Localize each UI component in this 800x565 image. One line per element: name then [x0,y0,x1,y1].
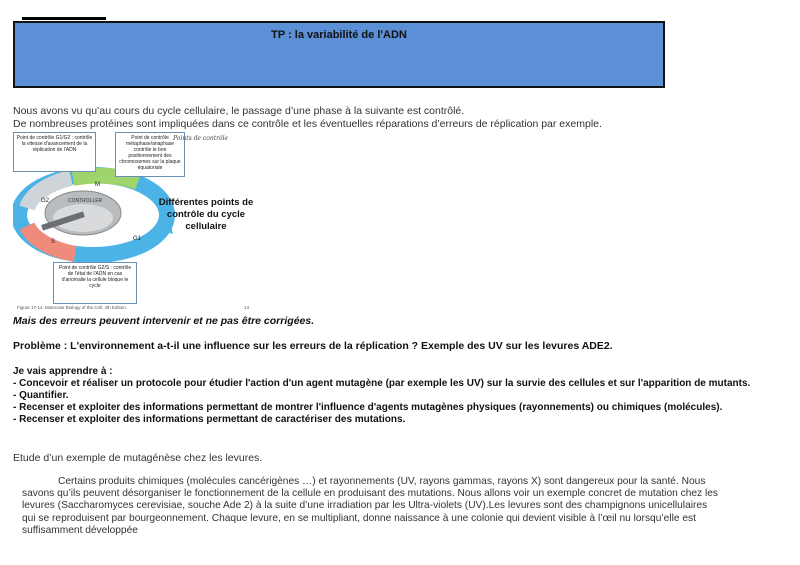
learning-item: - Recenser et exploiter des informations permettant de caractériser des mutations. [13,414,406,425]
callout-g2s: Point de contrôle G2/S : contrôle de l'état de l'ADN en cas d'anomalie la cellule bloque le cycle [53,262,137,304]
learning-item: - Recenser et exploiter des informations permettant de montrer l'influence d'agents mutagènes physiques (rayonnements) ou chimiques (molécules). [13,402,723,413]
figure-page-number: 14 [244,305,250,310]
figure-main-label: Différentes points de contrôle du cycle cellulaire [158,197,254,232]
points-de-controle-label: Points de contrôle [173,135,229,142]
callout-g1g2: Point de contrôle G1/G2 : contrôle la vitesse d'avancement de la réplication de l'ADN [13,132,96,172]
intro-line-2: De nombreuses protéines sont impliquées dans ce contrôle et les éventuelles réparations d’erreurs de réplication par exemple. [13,118,602,130]
problem-statement: Problème : L'environnement a-t-il une influence sur les erreurs de la réplication ? Exemple des UV sur les levures ADE2. [13,340,613,352]
learning-item: - Concevoir et réaliser un protocole pour étudier l'action d'un agent mutagène (par exemple les UV) sur la survie des cellules et sur l'apparition de mutants. [13,378,751,389]
title-banner [13,21,665,88]
errors-statement: Mais des erreurs peuvent intervenir et ne pas être corrigées. [13,315,315,327]
phase-s-label: S [51,239,56,245]
phase-m-label: M [95,182,100,188]
callout-metaphase: Point de contrôle métaphase/anaphase contrôle le bon positionnement des chromosomes sur la plaque équatoriale [115,132,185,177]
top-rule [22,17,106,20]
controller-inner [53,204,113,232]
body-paragraph: Certains produits chimiques (molécules cancérigènes …) et rayonnements (UV, rayons gammas, rayons X) sont dangereux pour la santé. Nous savons qu’ils peuvent désorganiser le fonctionnement de la cellule en produisant des mutations. Nous allons voir un exemple concret de mutation chez les levures (Saccharomyces cerevisiae, souche Ade 2) à la suite d’une irradiation par les Ultra-violets (UV).Les levures sont des champignons unicellulaires qui se reproduisent par bourgeonnement. Chaque levure, en se multipliant, donne naissance à une colonie qui devient visible à l’œil nu lorsqu’elle est suffisamment développée [22,476,718,536]
cell-cycle-figure [13,130,258,314]
intro-text [13,105,713,131]
learning-heading: Je vais apprendre à : [13,366,113,377]
page-title: TP : la variabilité de l'ADN [271,29,407,41]
example-heading: Etude d’un exemple de mutagénèse chez les levures. [13,452,263,464]
learning-item: - Quantifier. [13,390,69,401]
figure-caption: Figure 17-14. Molecular Biology of the Cell, 4th Edition. [17,305,128,310]
controller-label: CONTROLLER [68,198,103,204]
intro-line-1: Nous avons vu qu’au cours du cycle cellulaire, le passage d’une phase à la suivante est contrôlé. [13,105,465,117]
phase-g1-label: G1 [133,236,142,242]
learning-objectives [13,366,753,426]
phase-g2-label: G2 [41,198,50,204]
